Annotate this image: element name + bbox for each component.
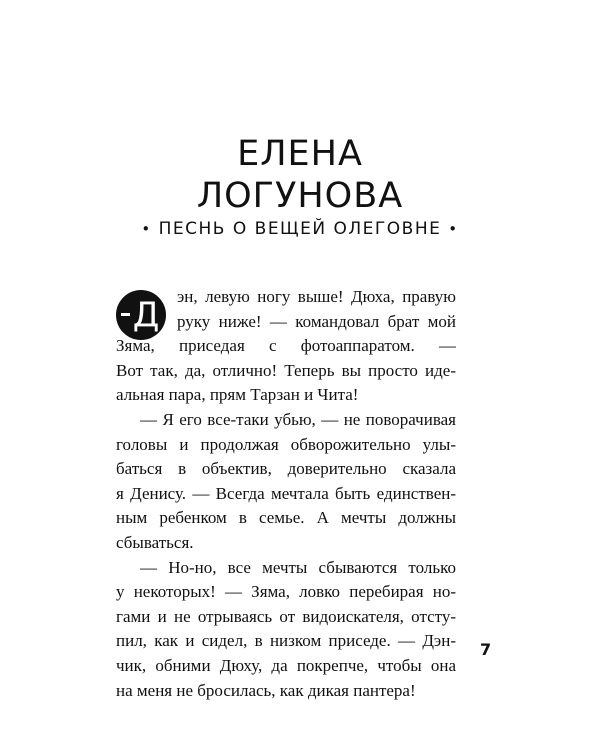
text-line: эн, левую ногу выше! Дюха, правую (177, 287, 456, 306)
author-name-line-1: ЕЛЕНА (237, 134, 363, 174)
title-bullet-left: • (141, 220, 152, 238)
book-title-text: ПЕСНЬ О ВЕЩЕЙ ОЛЕГОВНЕ (158, 219, 442, 239)
text-line: — Но-но, все мечты сбываются только (140, 557, 456, 577)
page-number: 7 (480, 640, 492, 659)
author-name-line-2: ЛОГУНОВА (196, 176, 404, 216)
text-line: Зяма, приседая с фотоаппаратом. — (116, 336, 456, 356)
text-line: ным ребенком в семье. А мечты должны (116, 508, 456, 528)
text-line: альная пара, прям Тарзан и Чита! (116, 385, 359, 405)
text-line: у некоторых! — Зяма, ловко перебирая но- (116, 582, 456, 602)
text-line: пил, как и сидел, в низком приседе. — Дэн- (116, 631, 456, 651)
text-line: на меня не бросилась, как дикая пантера! (116, 680, 416, 700)
text-line: руку ниже! — командовал брат мой (177, 311, 456, 331)
text-line: чик, обними Дюху, да покрепче, чтобы она (116, 655, 456, 675)
drop-cap-letter: Д (132, 295, 160, 335)
text-line: гами и не отрываясь от видоискателя, отсту- (116, 606, 456, 626)
text-line: головы и продолжая обворожительно улы- (116, 434, 456, 454)
book-title (0, 217, 600, 241)
text-line: сбываться. (116, 532, 194, 552)
title-bullet-right: • (448, 220, 459, 238)
text-line: — Я его все-таки убью, — не поворачивая (140, 409, 456, 429)
text-line: я Денису. — Всегда мечтала быть единствен- (116, 483, 456, 503)
body-text (116, 285, 456, 703)
text-line: баться в объектив, доверительно сказала (116, 459, 456, 479)
text-line: Вот так, да, отлично! Теперь вы просто иде- (116, 360, 456, 380)
